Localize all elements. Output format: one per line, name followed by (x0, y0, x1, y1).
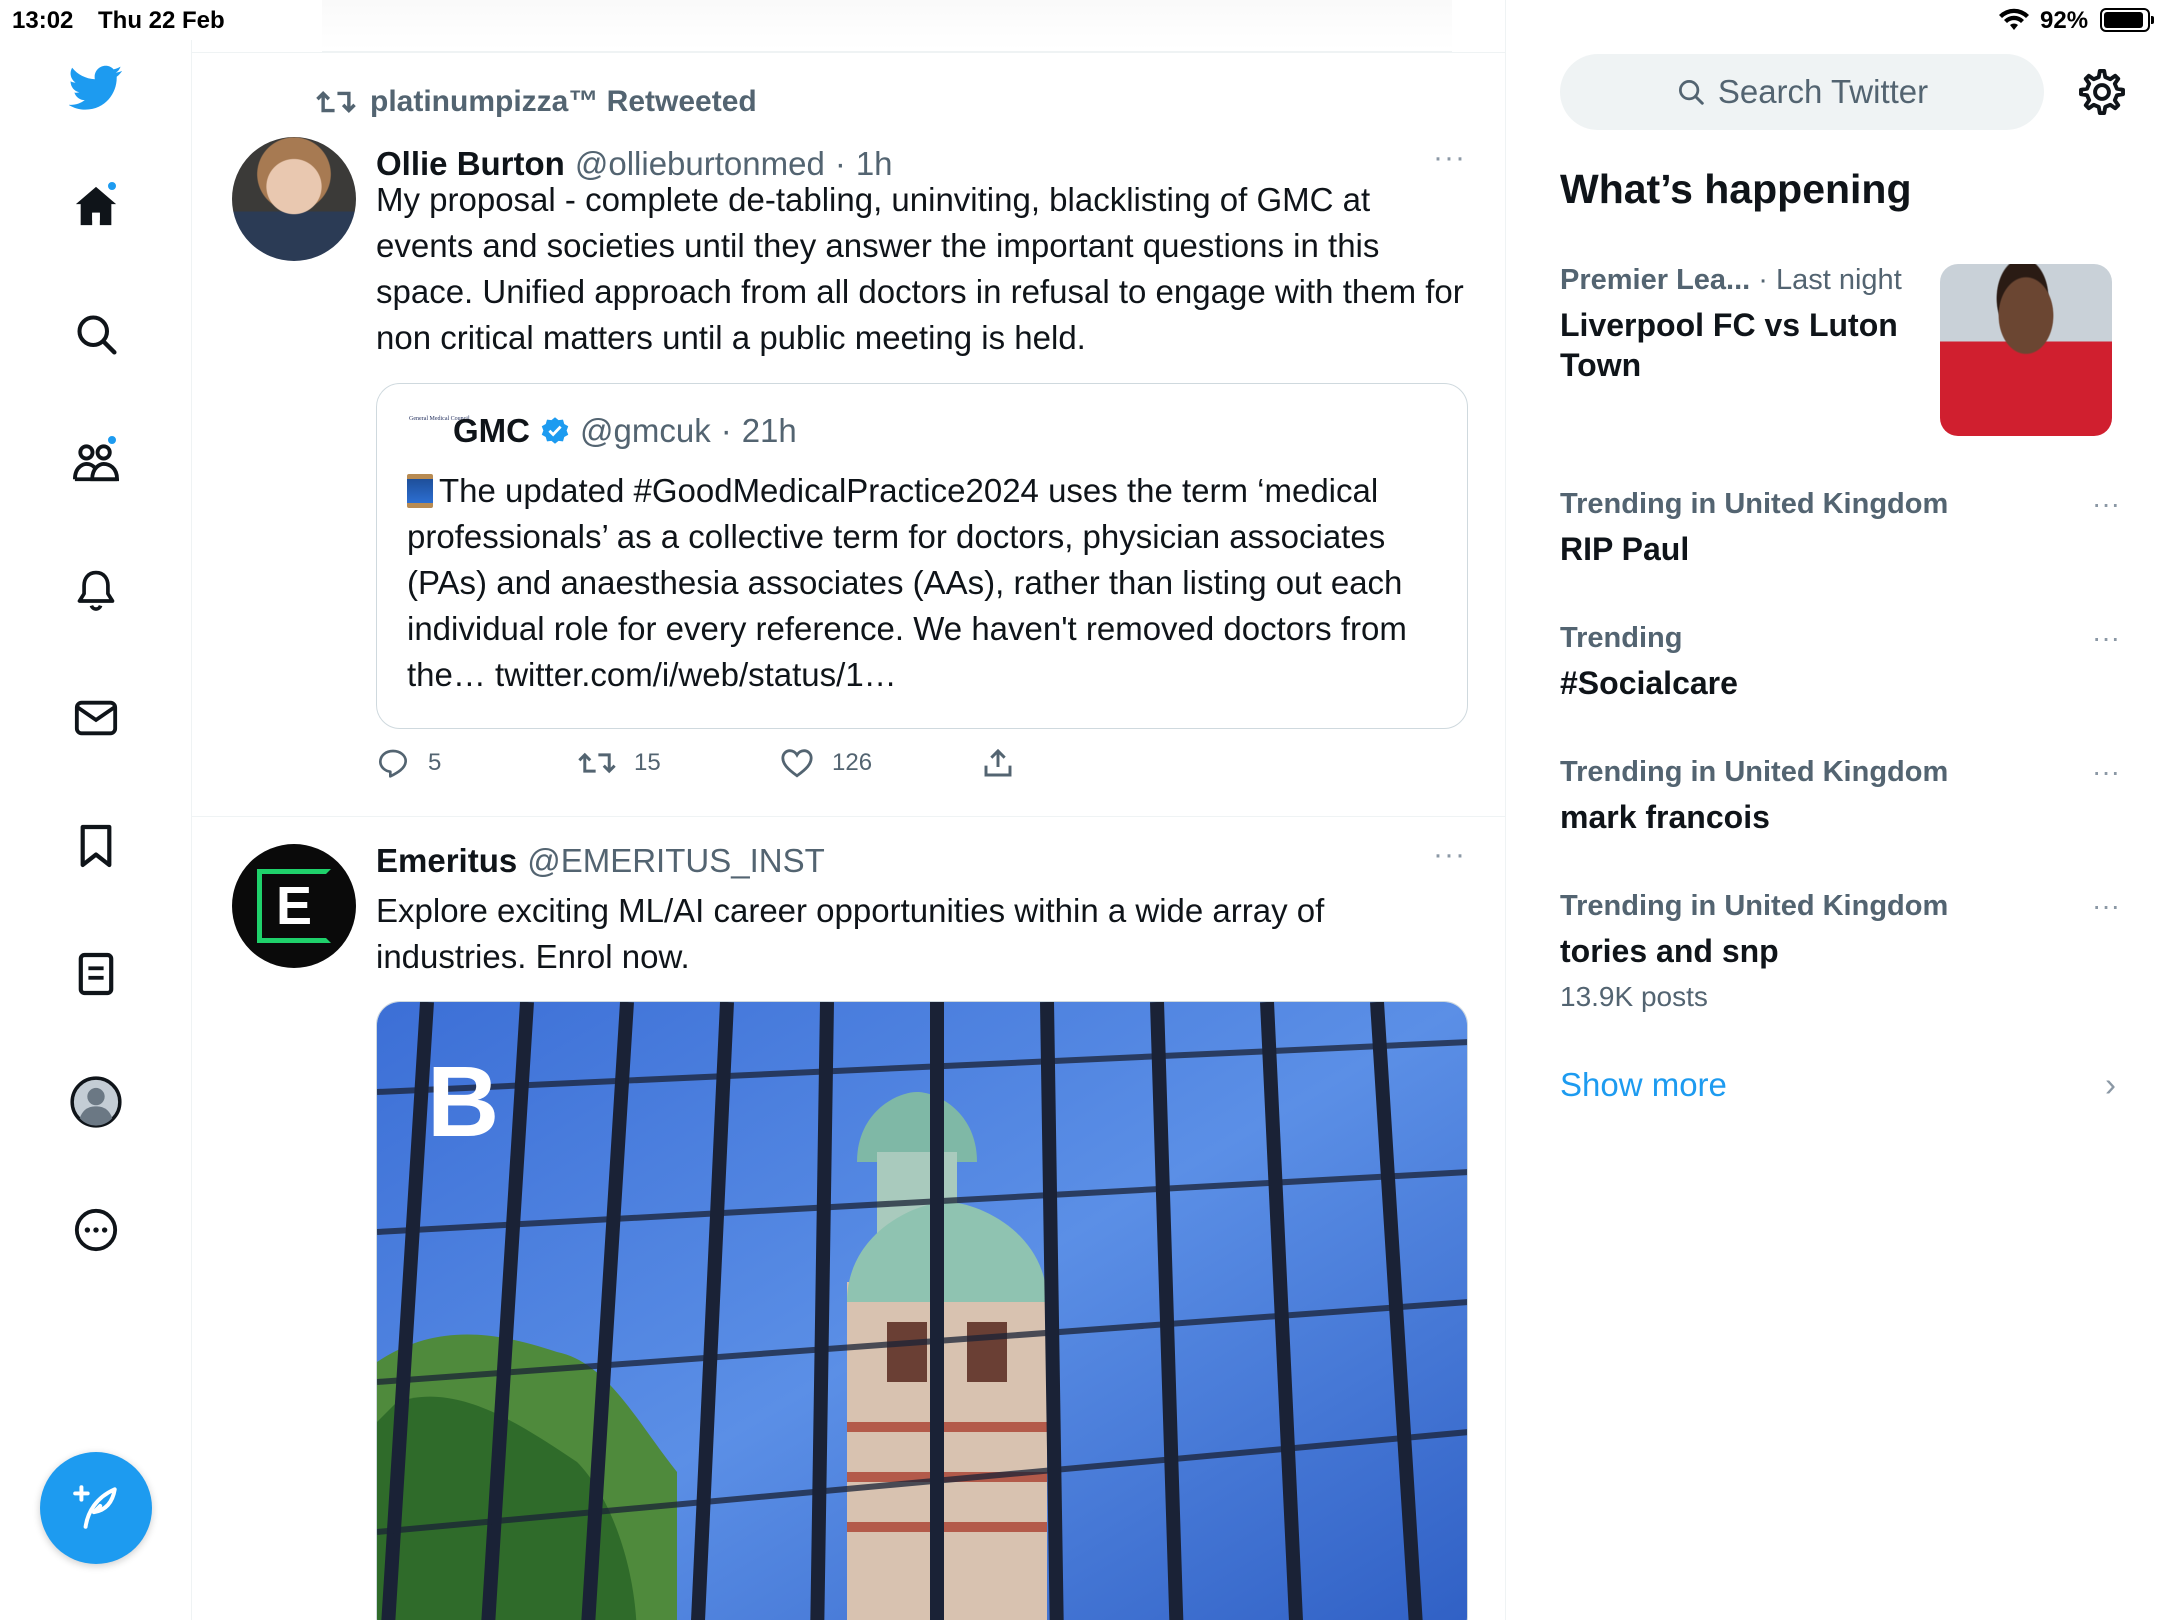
tweet-more-button[interactable]: ··· (1433, 838, 1466, 871)
trend-item[interactable] (1560, 488, 2120, 569)
verified-badge-icon (540, 416, 570, 446)
chevron-right-icon: › (2105, 1066, 2116, 1103)
nav-communities-button[interactable] (66, 432, 126, 492)
bookmark-icon (77, 823, 115, 869)
author-handle[interactable]: @ollieburtonmed (574, 145, 825, 182)
separator: · (834, 145, 846, 182)
author-name[interactable]: Ollie Burton (376, 145, 565, 182)
trend-context: Trending (1560, 622, 1683, 654)
right-sidebar (1506, 0, 2160, 1620)
emeritus-logo (257, 869, 331, 943)
timeline (192, 0, 1506, 1620)
retweeted-by-label[interactable]: platinumpizza™ Retweeted (370, 85, 757, 118)
reply-button[interactable] (376, 747, 578, 779)
trend-item[interactable] (1560, 622, 2120, 703)
like-count: 126 (832, 749, 873, 776)
quoted-author-handle[interactable]: @gmcuk (580, 412, 711, 449)
trend-post-count: 13.9K posts (1560, 981, 1708, 1012)
trend-context: Trending in United Kingdom (1560, 756, 1949, 788)
bell-icon (74, 567, 118, 613)
gmc-logo: General Medical Council (409, 416, 470, 422)
share-icon (982, 747, 1014, 779)
gear-icon (2076, 66, 2128, 118)
status-date: Thu 22 Feb (98, 7, 225, 34)
trend-title: mark francois (1560, 799, 1770, 835)
unread-dot (106, 434, 118, 446)
retweet-context (316, 85, 757, 119)
quoted-author-name[interactable]: GMC (453, 412, 530, 449)
ad-brand-logo: B (427, 1046, 500, 1158)
retweet-button[interactable] (578, 747, 780, 779)
like-button[interactable] (780, 747, 982, 779)
author-name[interactable]: Emeritus (376, 842, 518, 879)
status-time: 13:02 (12, 7, 74, 34)
author-avatar[interactable] (232, 844, 356, 968)
trend-context (1560, 264, 1950, 297)
trend-more-button[interactable]: ··· (2092, 890, 2120, 921)
reply-count: 5 (428, 749, 442, 776)
author-avatar[interactable] (232, 137, 356, 261)
heart-icon (780, 747, 814, 779)
quoted-tweet[interactable] (376, 383, 1468, 729)
trend-context: Trending in United Kingdom (1560, 890, 1949, 922)
compose-tweet-button[interactable] (40, 1452, 152, 1564)
trend-context: Trending in United Kingdom (1560, 488, 1949, 520)
tweet-media-image[interactable] (376, 1001, 1468, 1620)
trend-title: tories and snp (1560, 933, 1779, 969)
nav-home-button[interactable] (66, 176, 126, 236)
tweet-timestamp[interactable]: 1h (855, 145, 893, 182)
quoted-tweet-text-wrapper (407, 468, 1447, 698)
trend-item[interactable] (1560, 756, 2120, 837)
retweet-icon (316, 87, 356, 117)
search-placeholder: Search Twitter (1717, 73, 1929, 110)
trend-title: Liverpool FC vs Luton Town (1560, 307, 1898, 383)
trend-item[interactable] (1560, 890, 2120, 1013)
search-icon (1676, 77, 1706, 107)
trend-more-button[interactable]: ··· (2092, 622, 2120, 653)
trend-item[interactable] (1560, 264, 1950, 385)
separator: · (720, 412, 732, 449)
trend-thumbnail[interactable] (1940, 264, 2112, 436)
retweet-count: 15 (634, 749, 661, 776)
trend-title: RIP Paul (1560, 531, 1690, 567)
twitter-logo-icon[interactable] (66, 58, 126, 118)
trend-title: #Socialcare (1560, 665, 1738, 701)
trend-more-button[interactable]: ··· (2092, 756, 2120, 787)
more-circle-icon (73, 1207, 119, 1253)
tweet-text: My proposal - complete de-tabling, uninviting, blacklisting of GMC at events and societies until they answer the important questions in this space. Unified approach from all doctors in refusal to engage with them for non critical matters until a public meeting is held. (376, 181, 1464, 356)
reply-icon (376, 747, 410, 779)
tweet[interactable] (192, 52, 1506, 817)
settings-button[interactable] (2076, 66, 2128, 118)
profile-avatar-icon (70, 1076, 122, 1128)
share-button[interactable] (982, 747, 1184, 779)
author-handle[interactable]: @EMERITUS_INST (527, 842, 825, 879)
timeline-header (322, 0, 1452, 52)
search-icon (74, 312, 118, 356)
promoted-tweet[interactable] (192, 818, 1506, 1620)
nav-explore-button[interactable] (66, 304, 126, 364)
tweet-more-button[interactable]: ··· (1433, 141, 1466, 174)
tweet-actions (376, 747, 1184, 779)
emeritus-logo-letter: E (275, 876, 313, 936)
search-input[interactable] (1560, 54, 2044, 130)
lists-icon (77, 951, 115, 997)
thread-spool-emoji-icon (407, 474, 433, 508)
tweet-header (376, 842, 825, 880)
nav-notifications-button[interactable] (66, 560, 126, 620)
nav-more-button[interactable] (66, 1200, 126, 1260)
communities-icon (71, 439, 121, 485)
show-more-label: Show more (1560, 1066, 1727, 1103)
building-reflection-image (377, 1002, 1468, 1620)
nav-lists-button[interactable] (66, 944, 126, 1004)
envelope-icon (73, 698, 119, 738)
whats-happening-title: What’s happening (1560, 166, 1912, 212)
retweet-icon (578, 748, 616, 778)
trend-category: Premier Lea... (1560, 264, 1751, 296)
show-more-link[interactable] (1560, 1066, 2120, 1104)
nav-profile-button[interactable] (66, 1072, 126, 1132)
nav-bookmarks-button[interactable] (66, 816, 126, 876)
quoted-tweet-timestamp[interactable]: 21h (741, 412, 797, 449)
quoted-tweet-header (409, 412, 797, 450)
feather-plus-icon (71, 1483, 121, 1533)
left-navigation (0, 40, 192, 1620)
tweet-text: Explore exciting ML/AI career opportunities within a wide array of industries. Enrol now. (376, 892, 1325, 975)
trend-more-button[interactable]: ··· (2092, 488, 2120, 519)
trend-time: · Last night (1750, 264, 1902, 296)
quoted-tweet-text: The updated #GoodMedicalPractice2024 uses the term ‘medical professionals’ as a collective term for doctors, physician associates (PAs) and anaesthesia associates (AAs), rather than listing out each individual role for every reference. We haven't removed doctors from the… twitter.com/i/web/status/1… (407, 472, 1407, 693)
nav-messages-button[interactable] (66, 688, 126, 748)
battery-percentage: 92% (2040, 7, 2089, 34)
unread-dot (106, 180, 118, 192)
